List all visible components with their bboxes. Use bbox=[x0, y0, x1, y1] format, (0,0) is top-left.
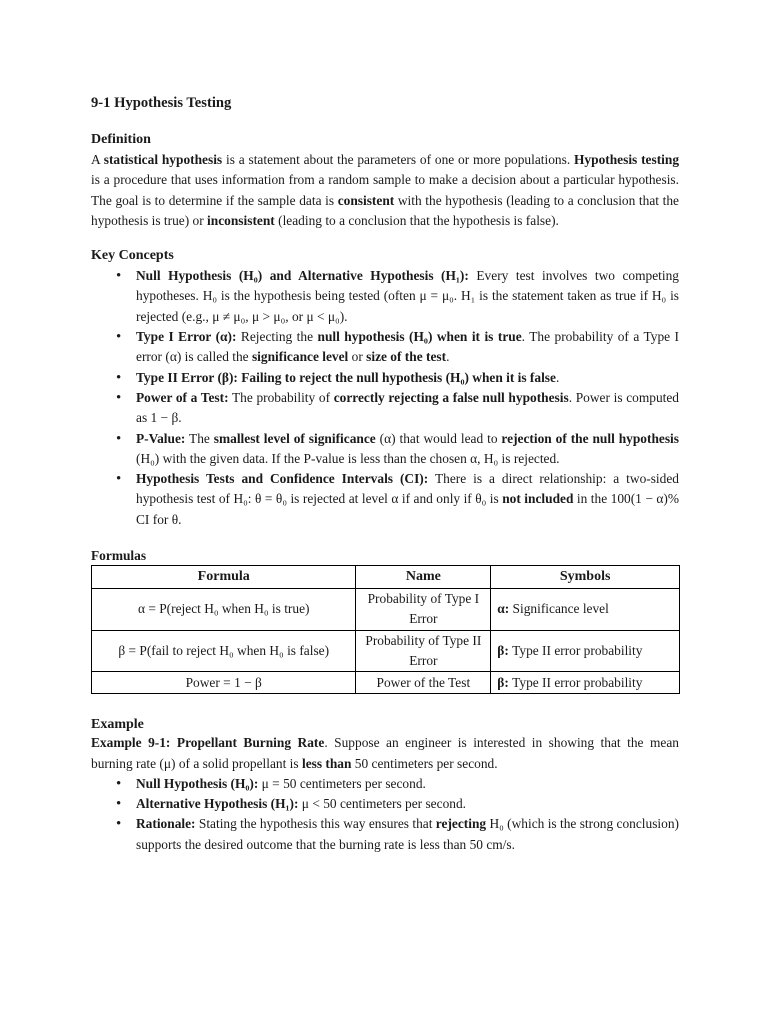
list-item-power: • Power of a Test: The probability of correctly rejecting a false null hypothesis. Power is computed as 1 − β. bbox=[136, 388, 679, 429]
example-heading: Example bbox=[91, 717, 144, 733]
name-cell: Probability of Type I Error bbox=[356, 589, 491, 631]
list-item-type-ii-error: • Type II Error (β): Failing to reject the null hypothesis (H₀) when it is false. bbox=[136, 368, 679, 388]
list-item-example-alternative: • Alternative Hypothesis (H₁): μ < 50 centimeters per second. bbox=[136, 794, 679, 814]
list-item-p-value: • P-Value: The smallest level of significance (α) that would lead to rejection of the null hypothesis (H₀) with the given data. If the P-value is less than the chosen α, H₀ is rejected. bbox=[136, 429, 679, 470]
key-concepts-heading: Key Concepts bbox=[91, 248, 174, 264]
formula-cell: α = P(reject H₀ when H₀ is true) bbox=[92, 589, 356, 631]
formulas-heading: Formulas bbox=[91, 548, 147, 564]
symbols-cell: β: Type II error probability bbox=[491, 672, 680, 694]
column-header-name: Name bbox=[356, 566, 491, 589]
table-header-row bbox=[92, 566, 680, 589]
document-page bbox=[91, 93, 679, 855]
definition-paragraph: A statistical hypothesis is a statement about the parameters of one or more populations. Hypothesis testing is a procedure that uses information from a random sample to make a decision about a particular hypothesis. The goal is to determine if the sample data is consistent with the hypothesis (leading to a conclusion that the hypothesis is true) or inconsistent (leading to a conclusion that the hypothesis is false). bbox=[91, 152, 680, 228]
list-item-confidence-intervals: • Hypothesis Tests and Confidence Intervals (CI): There is a direct relationship: a two-sided hypothesis test of H₀: θ = θ₀ is rejected at level α if and only if θ₀ is not included in the 100(1 − α)% CI for θ. bbox=[136, 469, 679, 530]
list-item-example-rationale: • Rationale: Stating the hypothesis this way ensures that rejecting H₀ (which is the strong conclusion) supports the desired outcome that the burning rate is less than 50 cm/s. bbox=[136, 814, 679, 855]
table-row bbox=[92, 672, 680, 694]
column-header-formula: Formula bbox=[92, 566, 356, 589]
symbols-cell: β: Type II error probability bbox=[491, 630, 680, 672]
example-list bbox=[91, 774, 679, 855]
name-cell: Power of the Test bbox=[356, 672, 491, 694]
symbols-cell: α: Significance level bbox=[491, 589, 680, 631]
formula-cell: β = P(fail to reject H₀ when H₀ is false) bbox=[92, 630, 356, 672]
example-paragraph: Example 9-1: Propellant Burning Rate. Suppose an engineer is interested in showing that the mean burning rate (μ) of a solid propellant is less than 50 centimeters per second. bbox=[91, 735, 679, 771]
table-row bbox=[92, 630, 680, 672]
list-item-type-i-error: • Type I Error (α): Rejecting the null hypothesis (H₀) when it is true. The probability of a Type I error (α) is called the significance level or size of the test. bbox=[136, 327, 679, 368]
formulas-table bbox=[91, 565, 680, 694]
formula-cell: Power = 1 − β bbox=[92, 672, 356, 694]
column-header-symbols: Symbols bbox=[491, 566, 680, 589]
definition-heading: Definition bbox=[91, 132, 151, 147]
section-title: 9-1 Hypothesis Testing bbox=[91, 95, 232, 111]
table-row bbox=[92, 589, 680, 631]
key-concepts-list bbox=[91, 266, 679, 530]
list-item-example-null: • Null Hypothesis (H₀): μ = 50 centimeters per second. bbox=[136, 774, 679, 794]
name-cell: Probability of Type II Error bbox=[356, 630, 491, 672]
list-item-null-alternative: • Null Hypothesis (H₀) and Alternative Hypothesis (H₁): Every test involves two competing hypotheses. H₀ is the hypothesis being tested (often μ = μ₀. H₁ is the statement taken as true if H₀ is rejected (e.g., μ ≠ μ₀, μ > μ₀, or μ < μ₀). bbox=[136, 266, 679, 327]
